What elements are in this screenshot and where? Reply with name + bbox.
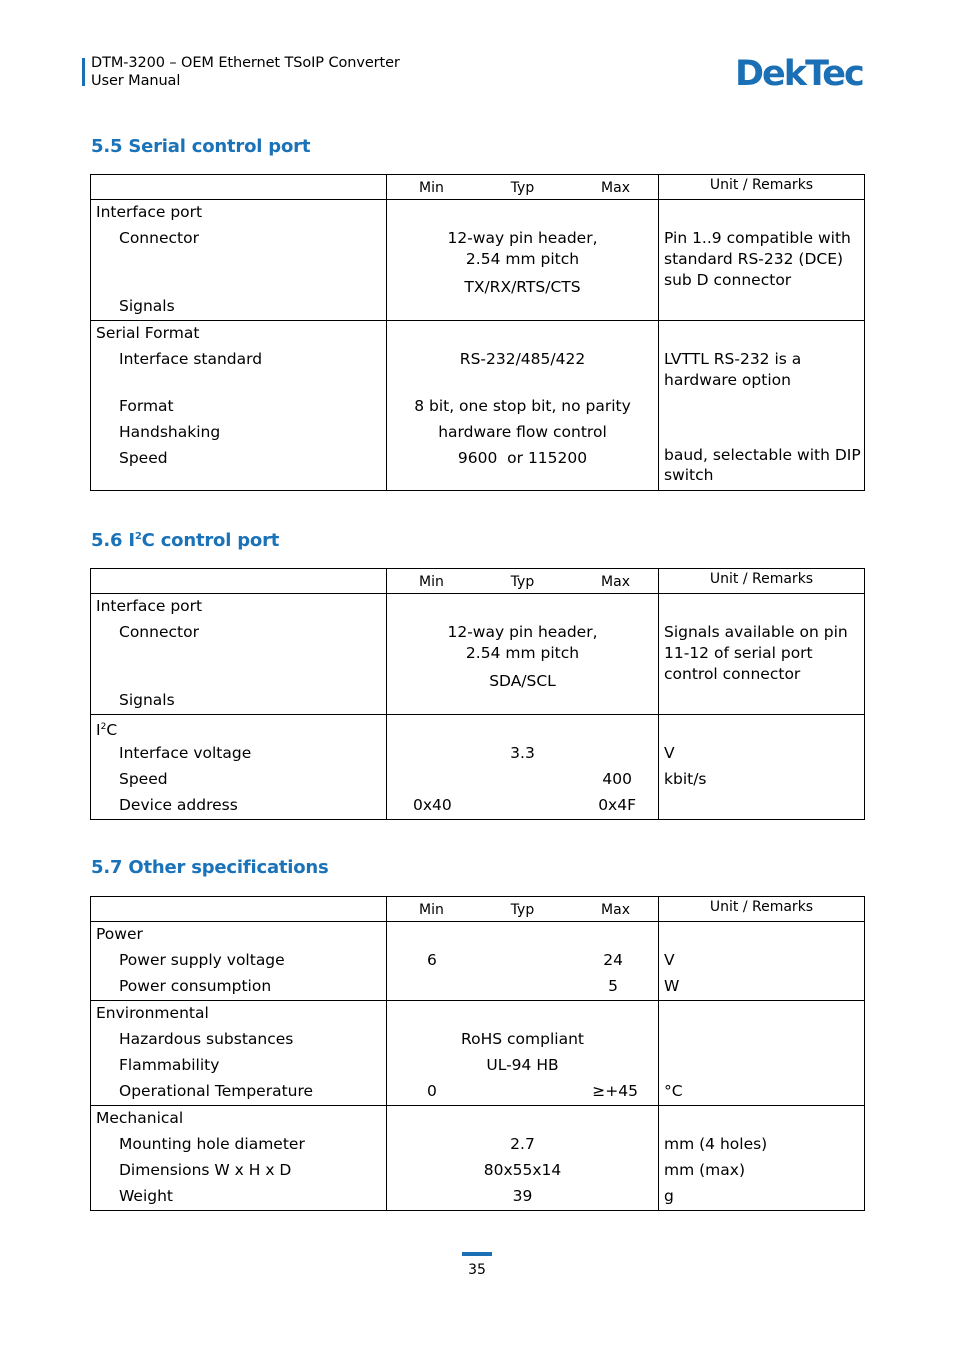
header-min: Min (419, 574, 444, 590)
param-value: 3.3 (510, 744, 535, 762)
group-title: Environmental (96, 1004, 209, 1022)
document-title: DTM-3200 – OEM Ethernet TSoIP Converter (91, 55, 400, 71)
param-label: Connector (119, 229, 199, 247)
param-remark: LVTTL RS-232 is a hardware option (664, 350, 802, 389)
header-max: Max (601, 574, 630, 590)
header-unit: Unit / Remarks (659, 175, 865, 200)
group-title: Serial Format (96, 324, 200, 342)
header-values-cell (387, 897, 659, 922)
page-number: 35 (468, 1262, 486, 1278)
table-row (91, 200, 865, 321)
param-remark: Signals available on pin 11-12 of serial port control connector (664, 623, 848, 683)
param-label: Power supply voltage (119, 951, 285, 969)
table-header-row (91, 569, 865, 594)
param-value: RoHS compliant (461, 1030, 584, 1048)
dektec-logo (735, 52, 865, 94)
header-min: Min (419, 902, 444, 918)
serial-port-table (90, 174, 865, 491)
param-unit: mm (max) (664, 1161, 745, 1179)
table-row (91, 715, 865, 820)
param-value: 2.54 mm pitch (465, 250, 580, 268)
param-unit: V (664, 951, 675, 969)
param-label: Format (119, 397, 174, 415)
document-subtitle: User Manual (91, 73, 181, 89)
header-typ: Typ (510, 574, 535, 590)
param-label: Power consumption (119, 977, 272, 995)
param-unit: °C (664, 1082, 683, 1100)
param-value: SDA/SCL (489, 672, 556, 690)
param-value: 80x55x14 (483, 1161, 562, 1179)
param-unit: g (664, 1187, 674, 1205)
param-min: 0x40 (413, 796, 452, 814)
table-header-row (91, 175, 865, 200)
header-typ: Typ (510, 902, 535, 918)
param-max: ≥+45 (592, 1082, 638, 1100)
param-remark: baud, selectable with DIP switch (664, 446, 861, 484)
header-values-cell (387, 569, 659, 594)
header-typ: Typ (510, 180, 535, 196)
table-header-row (91, 897, 865, 922)
table-row (91, 1001, 865, 1106)
group-title: Power (96, 925, 143, 943)
param-value: 2.7 (510, 1135, 535, 1153)
table-row (91, 1106, 865, 1211)
table-row (91, 594, 865, 715)
header-param-cell (91, 569, 387, 594)
i2c-port-table (90, 568, 865, 820)
header-param-cell (91, 897, 387, 922)
section-heading-5-6: 5.6 $I^2C$ control port (91, 530, 280, 551)
param-value: RS-232/485/422 (459, 350, 586, 368)
header-unit: Unit / Remarks (659, 897, 865, 922)
other-specs-table (90, 896, 865, 1211)
param-max: 5 (608, 977, 618, 995)
group-title: Interface port (96, 597, 203, 615)
param-value: hardware flow control (438, 423, 607, 441)
param-label: Operational Temperature (119, 1082, 314, 1100)
group-title: $I^2C$ (96, 721, 118, 740)
document-header (91, 54, 400, 90)
param-unit: mm (4 holes) (664, 1135, 768, 1153)
param-label: Speed (119, 449, 168, 467)
param-label: Handshaking (119, 423, 221, 441)
param-value: 8 bit, one stop bit, no parity (414, 397, 631, 415)
param-max: 0x4F (598, 796, 636, 814)
header-values-cell (387, 175, 659, 200)
header-unit: Unit / Remarks (659, 569, 865, 594)
param-label: Flammability (119, 1056, 220, 1074)
param-label: Mounting hole diameter (119, 1135, 305, 1153)
header-param-cell (91, 175, 387, 200)
param-value: 12-way pin header, (447, 623, 598, 641)
param-label: Device address (119, 796, 238, 814)
param-value: 12-way pin header, (447, 229, 598, 247)
svg-text:DekTec: DekTec (735, 54, 863, 94)
param-unit: V (664, 744, 675, 762)
param-value: 2.54 mm pitch (465, 644, 580, 662)
param-label: Connector (119, 623, 199, 641)
section-heading-5-7: 5.7 Other specifications (91, 857, 329, 878)
param-unit: W (664, 977, 680, 995)
section-heading-5-5: 5.5 Serial control port (91, 136, 311, 157)
table-row (91, 922, 865, 1001)
header-min: Min (419, 180, 444, 196)
param-value: TX/RX/RTS/CTS (464, 278, 581, 296)
footer-accent-bar (462, 1252, 492, 1256)
param-min: 6 (427, 951, 437, 969)
param-value: UL-94 HB (486, 1056, 559, 1074)
header-max: Max (601, 180, 630, 196)
group-title: Interface port (96, 203, 203, 221)
param-label: Interface voltage (119, 744, 252, 762)
param-label: Dimensions W x H x D (119, 1161, 292, 1179)
param-value: 9600 or 115200 (457, 449, 588, 467)
param-label: Speed (119, 770, 168, 788)
header-max: Max (601, 902, 630, 918)
param-unit: kbit/s (664, 770, 707, 788)
param-label: Interface standard (119, 350, 263, 368)
header-accent-bar (82, 58, 85, 86)
param-value: 39 (512, 1187, 533, 1205)
group-title: Mechanical (96, 1109, 184, 1127)
param-label: Weight (119, 1187, 174, 1205)
param-min: 0 (427, 1082, 437, 1100)
param-label: Signals (119, 691, 175, 709)
param-max: 400 (602, 770, 632, 788)
param-label: Hazardous substances (119, 1030, 294, 1048)
param-remark: Pin 1..9 compatible with standard RS-232 (DCE) sub D connector (664, 229, 851, 289)
param-max: 24 (603, 951, 623, 969)
param-label: Signals (119, 297, 175, 315)
table-row (91, 321, 865, 491)
